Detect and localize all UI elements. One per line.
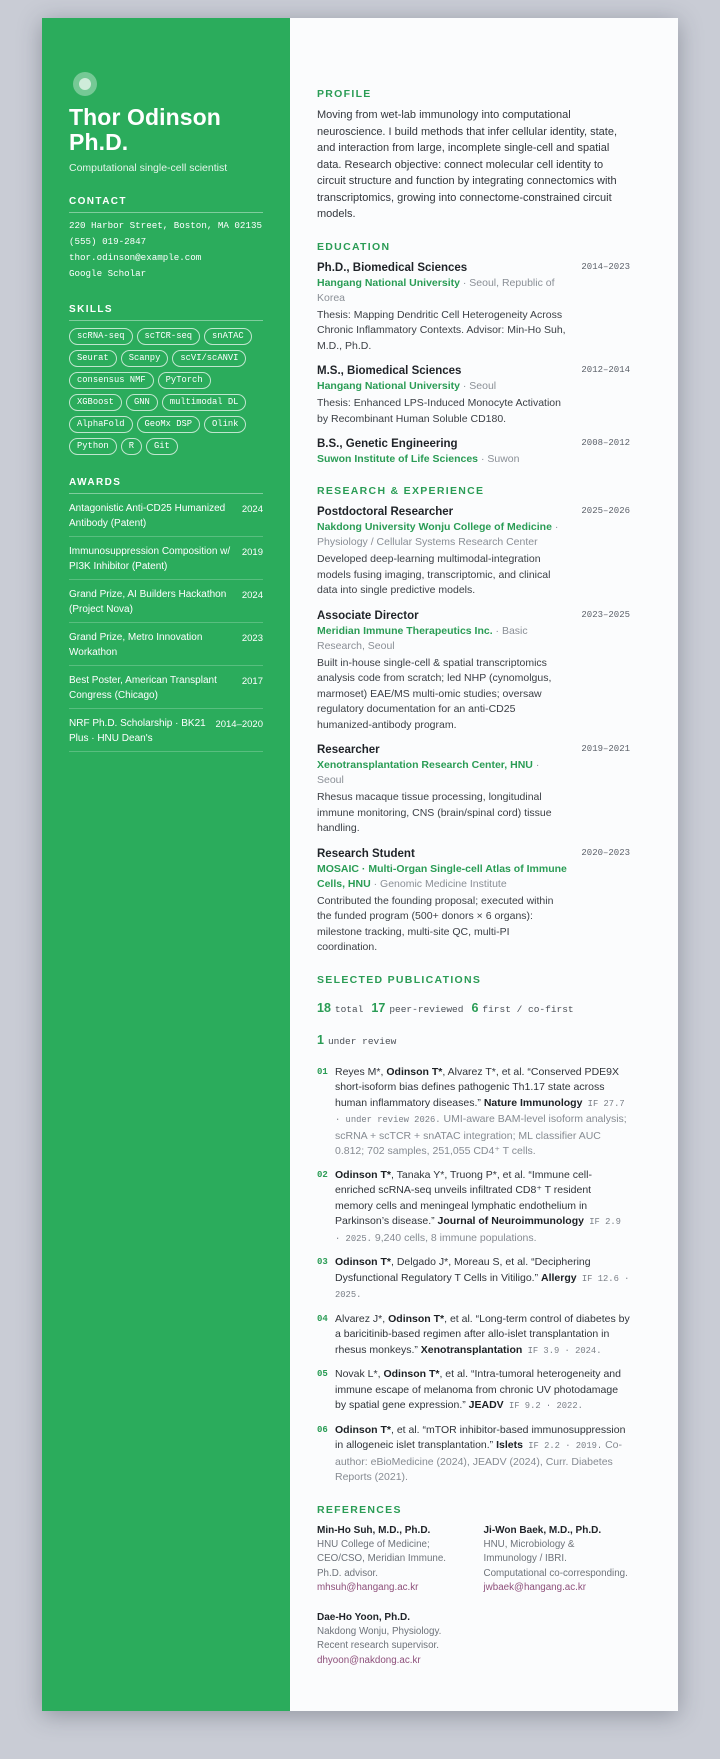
publication-meta: IF 12.6 · 2025. bbox=[335, 1273, 630, 1300]
award-item bbox=[69, 494, 263, 537]
publication-number: 06 bbox=[317, 1424, 328, 1435]
references-heading: REFERENCES bbox=[317, 1503, 402, 1516]
education-entry-main bbox=[317, 260, 567, 306]
education-entry-header bbox=[317, 260, 630, 306]
award-year: 2019 bbox=[241, 547, 263, 558]
education-entry bbox=[317, 260, 630, 355]
research-entry-header bbox=[317, 608, 630, 654]
publication-journal: JEADV bbox=[468, 1399, 504, 1411]
research-title: Associate Director bbox=[317, 609, 419, 622]
reference-description: HNU, Microbiology & Immunology / IBRI. Computational co-corresponding. bbox=[483, 1538, 628, 1579]
publication-item bbox=[317, 1255, 630, 1304]
skill-chip: R bbox=[121, 438, 142, 455]
skill-chip: Git bbox=[146, 438, 178, 455]
stat-label: total bbox=[334, 1003, 364, 1015]
awards-heading: AWARDS bbox=[69, 477, 263, 494]
profile-heading: PROFILE bbox=[317, 88, 372, 100]
skill-chip: GNN bbox=[126, 394, 158, 411]
publication-text bbox=[335, 1423, 630, 1486]
publication-meta: IF 27.7 · under review 2026. bbox=[335, 1098, 625, 1125]
publication-journal: Nature Immunology bbox=[483, 1096, 583, 1109]
logo-dot-icon bbox=[73, 72, 97, 96]
publication-meta: IF 2.2 · 2019. bbox=[522, 1441, 603, 1451]
reference-name: Min-Ho Suh, M.D., Ph.D. bbox=[317, 1524, 431, 1536]
skill-chip: PyTorch bbox=[158, 372, 211, 389]
publication-authors-title: , et al. “Intra-tumoral heterogeneity and immune escape of melanoma from chronic UV photodamage by spatial gene expression.” bbox=[335, 1368, 621, 1411]
publication-text bbox=[335, 1312, 630, 1360]
award-title: Immunosuppression Composition w/ PI3K Inhibitor (Patent) bbox=[69, 546, 231, 572]
research-title: Research Student bbox=[317, 847, 415, 860]
publication-text bbox=[335, 1065, 630, 1160]
reference-name: Dae-Ho Yoon, Ph.D. bbox=[317, 1611, 410, 1623]
education-entry-header bbox=[317, 436, 630, 467]
reference-email[interactable]: dhyoon@nakdong.ac.kr bbox=[317, 1654, 421, 1666]
publication-meta: IF 9.2 · 2022. bbox=[503, 1401, 583, 1411]
publication-text bbox=[335, 1367, 630, 1415]
stat-number: 18 bbox=[317, 1000, 331, 1015]
publication-journal: Journal of Neuroimmunology bbox=[437, 1215, 584, 1227]
research-org-line bbox=[317, 624, 567, 654]
research-org: Nakdong University Wonju College of Medicine bbox=[317, 521, 552, 533]
publication-item bbox=[317, 1312, 630, 1360]
reference-list bbox=[317, 1523, 630, 1669]
reference-email[interactable]: jwbaek@hangang.ac.kr bbox=[483, 1582, 587, 1593]
education-date: 2012–2014 bbox=[581, 365, 630, 375]
publication-number: 03 bbox=[317, 1257, 328, 1267]
publication-item bbox=[317, 1423, 630, 1486]
research-description: Rhesus macaque tissue processing, longitudinal immune monitoring, CNS (brain/spinal cord) tissue handling. bbox=[317, 791, 552, 834]
award-year: 2017 bbox=[241, 676, 263, 687]
contact-heading: CONTACT bbox=[69, 196, 263, 213]
research-location: · Basic Research, Seoul bbox=[317, 624, 528, 652]
publication-text bbox=[335, 1255, 630, 1304]
publication-authors-title: , et al. “mTOR inhibitor-based immunosuppression in allogeneic islet transplantation.” bbox=[335, 1423, 626, 1451]
publication-item bbox=[317, 1065, 630, 1160]
education-location: · Seoul, Republic of Korea bbox=[317, 276, 555, 304]
award-title: Grand Prize, Metro Innovation Workathon bbox=[69, 632, 203, 658]
research-entry-header bbox=[317, 504, 630, 550]
publication-journal: Allergy bbox=[541, 1271, 577, 1284]
award-item bbox=[69, 580, 263, 623]
education-title: M.S., Biomedical Sciences bbox=[317, 365, 462, 377]
publication-authors-title: , Tanaka Y*, Truong P*, et al. “Immune cell-enriched scRNA-seq unveils infiltrated CD8⁺ T resident memory cells and meningeal lymphatic endothelium in Parkinson’s disease.” bbox=[335, 1168, 592, 1227]
research-title: Researcher bbox=[317, 744, 380, 756]
education-title: Ph.D., Biomedical Sciences bbox=[317, 261, 468, 274]
education-description: Thesis: Mapping Dendritic Cell Heterogeneity Across Chronic Inflammatory Contexts. Advisor: Min-Ho Suh, M.D., Ph.D. bbox=[317, 308, 566, 352]
education-entry-main bbox=[317, 363, 496, 394]
research-date: 2020–2023 bbox=[581, 847, 630, 858]
stat-label: under review bbox=[327, 1035, 397, 1047]
skill-chip: scVI/scANVI bbox=[172, 350, 246, 367]
education-entry bbox=[317, 363, 630, 427]
research-entry-header bbox=[317, 742, 630, 788]
research-heading: RESEARCH & EXPERIENCE bbox=[317, 485, 485, 497]
publication-self-author: Odinson T* bbox=[335, 1423, 391, 1436]
research-date: 2019–2021 bbox=[581, 744, 630, 754]
skill-chip: AlphaFold bbox=[69, 416, 133, 433]
reference-name: Ji-Won Baek, M.D., Ph.D. bbox=[483, 1524, 602, 1536]
skill-chip: consensus NMF bbox=[69, 372, 154, 389]
publication-stat bbox=[317, 1001, 371, 1015]
research-entry bbox=[317, 846, 630, 956]
contact-address: 220 Harbor Street, Boston, MA 02135 bbox=[69, 220, 262, 231]
education-org: Hangang National University bbox=[317, 276, 460, 289]
sidebar bbox=[42, 18, 290, 1711]
award-title: Best Poster, American Transplant Congress (Chicago) bbox=[69, 675, 217, 701]
award-title: NRF Ph.D. Scholarship · BK21 Plus · HNU Dean's bbox=[69, 718, 206, 744]
research-org: MOSAIC · Multi-Organ Single-cell Atlas of Immune Cells, HNU bbox=[317, 862, 567, 890]
skill-chip: Olink bbox=[204, 416, 246, 433]
research-entry-main bbox=[317, 608, 567, 654]
publication-self-author: Odinson T* bbox=[388, 1312, 445, 1325]
skill-chip: Scanpy bbox=[121, 350, 169, 367]
skill-chip: GeoMx DSP bbox=[137, 416, 201, 433]
research-description: Built in-house single-cell & spatial transcriptomics analysis code from scratch; led NHP (cynomolgus, marmoset) EAE/MS multi-omic studies; oversaw regulatory documentation for an anti-CD25 humanized-antibody program. bbox=[317, 656, 552, 731]
reference-description: Nakdong Wonju, Physiology. Recent research supervisor. bbox=[317, 1625, 442, 1651]
award-year: 2014–2020 bbox=[215, 719, 263, 730]
research-title: Postdoctoral Researcher bbox=[317, 506, 454, 518]
publication-authors-title: , et al. “Long-term control of diabetes by a baricitinib-based regimen after allo-islet transplantation in rhesus monkeys.” bbox=[335, 1312, 630, 1356]
research-org: Meridian Immune Therapeutics Inc. bbox=[317, 624, 493, 637]
publication-number: 04 bbox=[317, 1313, 328, 1324]
award-year: 2023 bbox=[241, 633, 263, 644]
skill-chip: Python bbox=[69, 438, 117, 455]
research-description: Developed deep-learning multimodal-integration models fusing imaging, transcriptomic, and clinical data into single predictive models. bbox=[317, 553, 551, 596]
research-org: Xenotransplantation Research Center, HNU bbox=[317, 759, 533, 771]
education-location: · Seoul bbox=[462, 380, 497, 392]
research-list bbox=[317, 504, 630, 956]
contact-block bbox=[69, 218, 263, 282]
education-title: B.S., Genetic Engineering bbox=[317, 438, 458, 450]
skill-chip: snATAC bbox=[204, 328, 252, 345]
publication-self-author: Odinson T* bbox=[335, 1168, 391, 1181]
contact-phone[interactable]: (555) 019-2847 bbox=[69, 236, 147, 247]
research-org-line bbox=[317, 758, 567, 788]
reference-card bbox=[317, 1523, 464, 1596]
education-org: Hangang National University bbox=[317, 380, 460, 392]
profile-text: Moving from wet-lab immunology into computational neuroscience. I build methods that infer cellular identity, state, and interaction from large, incomplete single-cell and spatial data. Research objective: connect molecular cell identity to circuit structure and function by integrating connectomics with transcriptomics, growing into connectome-constrained circuit models. bbox=[317, 109, 618, 220]
publication-stat bbox=[317, 1033, 404, 1047]
skill-chip: XGBoost bbox=[69, 394, 122, 411]
education-entry-main bbox=[317, 436, 519, 467]
research-entry-main bbox=[317, 846, 567, 892]
publication-journal: Xenotransplantation bbox=[420, 1343, 523, 1356]
reference-description: HNU College of Medicine; CEO/CSO, Meridian Immune. Ph.D. advisor. bbox=[317, 1538, 447, 1579]
award-item bbox=[69, 537, 263, 580]
award-title: Grand Prize, AI Builders Hackathon (Project Nova) bbox=[69, 589, 227, 615]
research-location: · Physiology / Cellular Systems Research Center bbox=[317, 521, 559, 548]
research-date: 2025–2026 bbox=[581, 506, 630, 516]
award-item bbox=[69, 709, 263, 752]
stat-number: 1 bbox=[317, 1032, 324, 1047]
skill-chip: scTCR-seq bbox=[137, 328, 201, 345]
research-entry-main bbox=[317, 504, 567, 550]
education-description: Thesis: Enhanced LPS-Induced Monocyte Activation by Recombinant Human Soluble CD180. bbox=[317, 397, 561, 425]
education-heading: EDUCATION bbox=[317, 240, 391, 253]
stat-number: 6 bbox=[471, 1000, 479, 1015]
awards-list bbox=[69, 494, 263, 752]
research-entry bbox=[317, 504, 630, 599]
research-entry bbox=[317, 608, 630, 734]
publication-stats bbox=[317, 993, 630, 1057]
education-date: 2008–2012 bbox=[581, 438, 630, 448]
publication-journal: Islets bbox=[496, 1439, 523, 1451]
education-org: Suwon Institute of Life Sciences bbox=[317, 453, 479, 465]
publication-stat bbox=[371, 1001, 471, 1015]
award-item bbox=[69, 623, 263, 666]
skill-chip: Seurat bbox=[69, 350, 117, 367]
publication-item bbox=[317, 1367, 630, 1415]
education-date: 2014–2023 bbox=[581, 261, 630, 272]
publication-meta: IF 2.9 · 2025. bbox=[335, 1217, 621, 1244]
publication-number: 05 bbox=[317, 1369, 328, 1379]
research-entry-header bbox=[317, 846, 630, 892]
education-entry-header bbox=[317, 363, 630, 394]
resume-page bbox=[42, 18, 678, 1711]
research-entry-main bbox=[317, 742, 567, 788]
publication-self-author: Odinson T* bbox=[335, 1256, 391, 1268]
publication-note: UMI-aware BAM-level isoform analysis; scRNA + scTCR + snATAC integration; ML classifier AUC 0.812; 702 samples, 251,055 CD4⁺ T cells. bbox=[335, 1113, 627, 1157]
skills-heading: SKILLS bbox=[69, 304, 263, 321]
stat-number: 17 bbox=[371, 1000, 386, 1015]
publication-item bbox=[317, 1168, 630, 1248]
publication-number: 02 bbox=[317, 1169, 328, 1180]
publication-number: 01 bbox=[317, 1066, 328, 1077]
publication-meta: IF 3.9 · 2024. bbox=[522, 1345, 602, 1356]
education-org-line bbox=[317, 276, 567, 306]
stat-label: first / co-first bbox=[482, 1003, 574, 1015]
research-location: · Genomic Medicine Institute bbox=[373, 877, 507, 890]
award-item bbox=[69, 666, 263, 709]
award-year: 2024 bbox=[241, 590, 263, 601]
publication-authors-pre: Reyes M*, bbox=[335, 1065, 387, 1078]
award-year: 2024 bbox=[241, 504, 263, 515]
award-title: Antagonistic Anti-CD25 Humanized Antibody (Patent) bbox=[69, 503, 226, 529]
publication-authors-pre: Alvarez J*, bbox=[335, 1312, 389, 1325]
research-entry bbox=[317, 742, 630, 837]
contact-email[interactable]: thor.odinson@example.com bbox=[69, 252, 202, 263]
publication-authors-title: , Alvarez T*, et al. “Conserved PDE9X short-isoform bias defines pathogenic Th1.17 state across human inflammatory diseases.” bbox=[335, 1065, 619, 1109]
education-org-line bbox=[317, 379, 496, 394]
skill-chip: multimodal DL bbox=[162, 394, 247, 411]
stat-label: peer-reviewed bbox=[389, 1003, 464, 1015]
contact-scholar-link[interactable]: Google Scholar bbox=[69, 268, 147, 279]
publication-self-author: Odinson T* bbox=[386, 1065, 443, 1078]
publication-authors-title: , Delgado J*, Moreau S, et al. “Deciphering Dysfunctional Regulatory T Cells in Vitiligo.” bbox=[335, 1256, 591, 1284]
publication-note: 9,240 cells, 8 immune populations. bbox=[371, 1231, 537, 1244]
research-date: 2023–2025 bbox=[581, 609, 630, 620]
reference-card bbox=[484, 1523, 631, 1596]
skills-list bbox=[69, 328, 263, 455]
skill-chip: scRNA-seq bbox=[69, 328, 133, 345]
education-entry bbox=[317, 436, 630, 467]
education-location: · Suwon bbox=[480, 453, 520, 465]
publication-text bbox=[335, 1168, 630, 1248]
research-location: · Seoul bbox=[317, 759, 540, 786]
publication-list bbox=[317, 1065, 630, 1486]
education-org-line bbox=[317, 452, 519, 467]
reference-card bbox=[317, 1610, 464, 1669]
publications-heading: SELECTED PUBLICATIONS bbox=[317, 973, 482, 986]
publication-stat bbox=[471, 1001, 581, 1015]
reference-email[interactable]: mhsuh@hangang.ac.kr bbox=[317, 1582, 419, 1593]
research-org-line bbox=[317, 862, 567, 892]
research-description: Contributed the founding proposal; executed within the funded program (500+ donors × 6 organs): milestone tracking, multi-site QC, multi-PI coordination. bbox=[317, 894, 554, 953]
publication-self-author: Odinson T* bbox=[383, 1368, 440, 1380]
publication-note: Co-author: eBioMedicine (2024), JEADV (2024), Curr. Diabetes Reports (2021). bbox=[335, 1439, 622, 1483]
education-list bbox=[317, 260, 630, 468]
publication-authors-pre: Novak L*, bbox=[335, 1368, 384, 1380]
person-name: Thor Odinson Ph.D. bbox=[69, 104, 221, 155]
research-org-line bbox=[317, 520, 567, 550]
main-content bbox=[290, 18, 678, 1711]
person-subtitle: Computational single-cell scientist bbox=[69, 162, 228, 174]
